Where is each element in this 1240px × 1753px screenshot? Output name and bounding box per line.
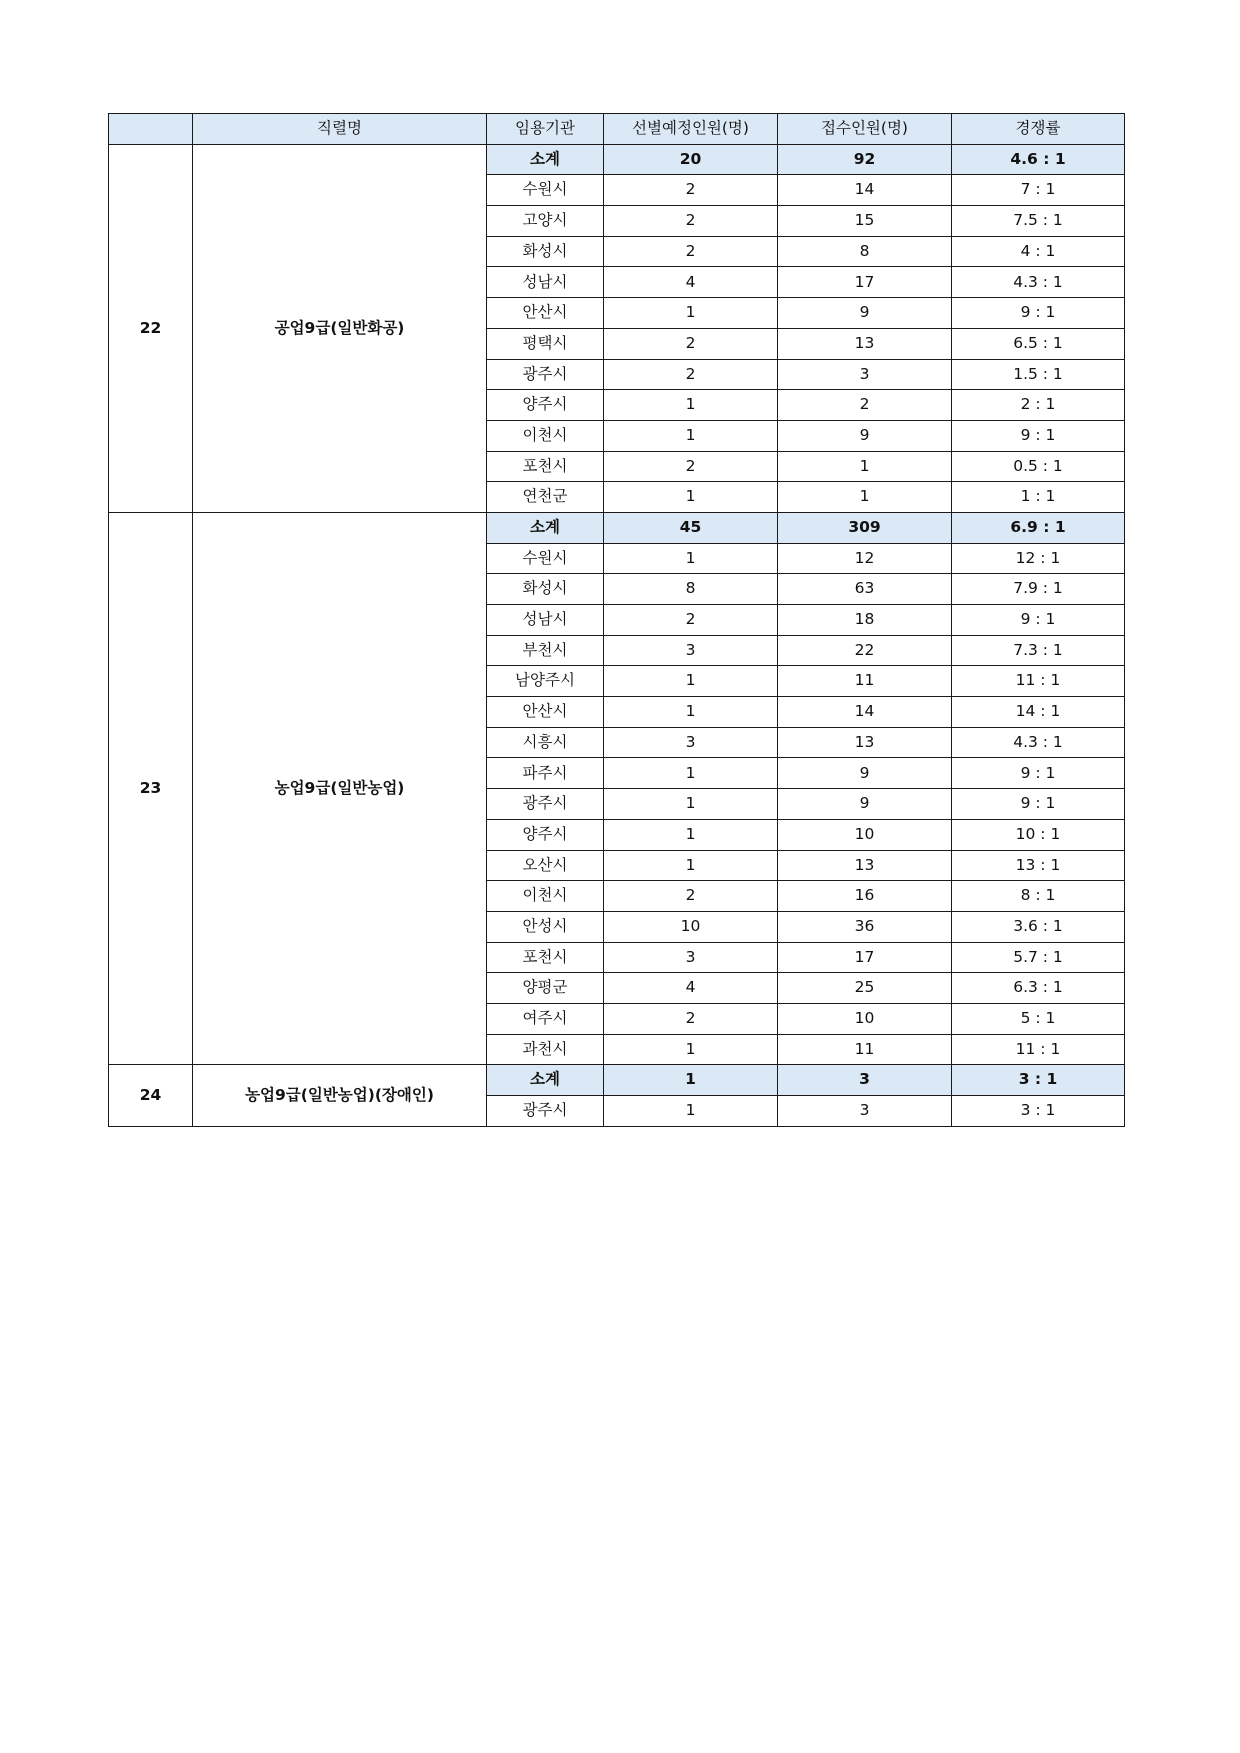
ratio-cell: 14 : 1 — [952, 697, 1125, 728]
planned-cell: 45 — [604, 512, 778, 543]
received-cell: 3 — [778, 1065, 952, 1096]
planned-cell: 20 — [604, 144, 778, 175]
group-seq: 23 — [109, 512, 193, 1064]
agency-cell: 포천시 — [487, 942, 604, 973]
ratio-cell: 3 : 1 — [952, 1096, 1125, 1127]
ratio-cell: 3.6 : 1 — [952, 911, 1125, 942]
received-cell: 8 — [778, 236, 952, 267]
ratio-cell: 4 : 1 — [952, 236, 1125, 267]
planned-cell: 2 — [604, 359, 778, 390]
ratio-cell: 11 : 1 — [952, 1034, 1125, 1065]
received-cell: 13 — [778, 727, 952, 758]
received-cell: 18 — [778, 605, 952, 636]
subtotal-row — [109, 1065, 1125, 1096]
received-cell: 17 — [778, 942, 952, 973]
received-cell: 9 — [778, 420, 952, 451]
subtotal-row — [109, 144, 1125, 175]
ratio-cell: 1.5 : 1 — [952, 359, 1125, 390]
agency-cell: 여주시 — [487, 1003, 604, 1034]
received-cell: 10 — [778, 1003, 952, 1034]
planned-cell: 1 — [604, 697, 778, 728]
ratio-cell: 9 : 1 — [952, 605, 1125, 636]
agency-cell: 이천시 — [487, 420, 604, 451]
received-cell: 11 — [778, 666, 952, 697]
ratio-cell: 4.6 : 1 — [952, 144, 1125, 175]
received-cell: 9 — [778, 298, 952, 329]
received-cell: 15 — [778, 206, 952, 237]
received-cell: 16 — [778, 881, 952, 912]
ratio-cell: 7 : 1 — [952, 175, 1125, 206]
header-job-title: 직렬명 — [193, 114, 487, 145]
agency-cell: 연천군 — [487, 482, 604, 513]
header-row — [109, 114, 1125, 145]
planned-cell: 3 — [604, 727, 778, 758]
agency-cell: 평택시 — [487, 328, 604, 359]
header-planned: 선별예정인원(명) — [604, 114, 778, 145]
received-cell: 9 — [778, 758, 952, 789]
received-cell: 10 — [778, 819, 952, 850]
agency-cell: 안산시 — [487, 298, 604, 329]
ratio-cell: 9 : 1 — [952, 420, 1125, 451]
planned-cell: 2 — [604, 175, 778, 206]
planned-cell: 8 — [604, 574, 778, 605]
ratio-cell: 8 : 1 — [952, 881, 1125, 912]
agency-cell: 수원시 — [487, 175, 604, 206]
ratio-cell: 4.3 : 1 — [952, 267, 1125, 298]
received-cell: 9 — [778, 789, 952, 820]
ratio-cell: 3 : 1 — [952, 1065, 1125, 1096]
planned-cell: 3 — [604, 635, 778, 666]
agency-cell: 안산시 — [487, 697, 604, 728]
ratio-cell: 6.5 : 1 — [952, 328, 1125, 359]
planned-cell: 1 — [604, 420, 778, 451]
group-job-title: 농업9급(일반농업)(장애인) — [193, 1065, 487, 1126]
received-cell: 1 — [778, 482, 952, 513]
planned-cell: 2 — [604, 451, 778, 482]
planned-cell: 1 — [604, 298, 778, 329]
planned-cell: 4 — [604, 267, 778, 298]
ratio-cell: 4.3 : 1 — [952, 727, 1125, 758]
planned-cell: 1 — [604, 390, 778, 421]
received-cell: 3 — [778, 1096, 952, 1127]
received-cell: 11 — [778, 1034, 952, 1065]
received-cell: 309 — [778, 512, 952, 543]
group-seq: 22 — [109, 144, 193, 512]
planned-cell: 1 — [604, 819, 778, 850]
planned-cell: 1 — [604, 482, 778, 513]
subtotal-row — [109, 512, 1125, 543]
received-cell: 17 — [778, 267, 952, 298]
ratio-cell: 9 : 1 — [952, 789, 1125, 820]
ratio-cell: 10 : 1 — [952, 819, 1125, 850]
planned-cell: 2 — [604, 881, 778, 912]
ratio-cell: 0.5 : 1 — [952, 451, 1125, 482]
received-cell: 92 — [778, 144, 952, 175]
agency-cell: 안성시 — [487, 911, 604, 942]
received-cell: 14 — [778, 697, 952, 728]
received-cell: 2 — [778, 390, 952, 421]
agency-cell: 광주시 — [487, 789, 604, 820]
planned-cell: 2 — [604, 236, 778, 267]
planned-cell: 1 — [604, 758, 778, 789]
ratio-cell: 6.9 : 1 — [952, 512, 1125, 543]
planned-cell: 1 — [604, 1034, 778, 1065]
agency-cell: 광주시 — [487, 1096, 604, 1127]
ratio-cell: 7.3 : 1 — [952, 635, 1125, 666]
header-agency: 임용기관 — [487, 114, 604, 145]
group-job-title: 농업9급(일반농업) — [193, 512, 487, 1064]
table-body — [109, 144, 1125, 1126]
planned-cell: 1 — [604, 543, 778, 574]
ratio-cell: 5 : 1 — [952, 1003, 1125, 1034]
group-job-title: 공업9급(일반화공) — [193, 144, 487, 512]
competition-rate-table — [108, 113, 1125, 1127]
planned-cell: 2 — [604, 605, 778, 636]
received-cell: 13 — [778, 328, 952, 359]
ratio-cell: 13 : 1 — [952, 850, 1125, 881]
agency-cell: 화성시 — [487, 236, 604, 267]
agency-cell: 포천시 — [487, 451, 604, 482]
planned-cell: 3 — [604, 942, 778, 973]
planned-cell: 10 — [604, 911, 778, 942]
agency-cell: 양주시 — [487, 819, 604, 850]
received-cell: 36 — [778, 911, 952, 942]
received-cell: 63 — [778, 574, 952, 605]
received-cell: 3 — [778, 359, 952, 390]
group-seq: 24 — [109, 1065, 193, 1126]
planned-cell: 1 — [604, 789, 778, 820]
received-cell: 22 — [778, 635, 952, 666]
planned-cell: 2 — [604, 1003, 778, 1034]
agency-cell: 수원시 — [487, 543, 604, 574]
ratio-cell: 12 : 1 — [952, 543, 1125, 574]
agency-cell: 화성시 — [487, 574, 604, 605]
agency-cell: 파주시 — [487, 758, 604, 789]
planned-cell: 4 — [604, 973, 778, 1004]
received-cell: 12 — [778, 543, 952, 574]
received-cell: 25 — [778, 973, 952, 1004]
planned-cell: 2 — [604, 328, 778, 359]
received-cell: 1 — [778, 451, 952, 482]
agency-cell: 양주시 — [487, 390, 604, 421]
agency-cell: 고양시 — [487, 206, 604, 237]
received-cell: 13 — [778, 850, 952, 881]
agency-cell: 성남시 — [487, 267, 604, 298]
ratio-cell: 7.9 : 1 — [952, 574, 1125, 605]
planned-cell: 1 — [604, 666, 778, 697]
ratio-cell: 7.5 : 1 — [952, 206, 1125, 237]
agency-cell: 소계 — [487, 144, 604, 175]
ratio-cell: 9 : 1 — [952, 758, 1125, 789]
header-ratio: 경쟁률 — [952, 114, 1125, 145]
agency-cell: 시흥시 — [487, 727, 604, 758]
ratio-cell: 9 : 1 — [952, 298, 1125, 329]
agency-cell: 소계 — [487, 512, 604, 543]
agency-cell: 오산시 — [487, 850, 604, 881]
ratio-cell: 2 : 1 — [952, 390, 1125, 421]
agency-cell: 광주시 — [487, 359, 604, 390]
planned-cell: 2 — [604, 206, 778, 237]
ratio-cell: 11 : 1 — [952, 666, 1125, 697]
table-header — [109, 114, 1125, 145]
ratio-cell: 1 : 1 — [952, 482, 1125, 513]
ratio-cell: 6.3 : 1 — [952, 973, 1125, 1004]
header-received: 접수인원(명) — [778, 114, 952, 145]
agency-cell: 양평군 — [487, 973, 604, 1004]
ratio-cell: 5.7 : 1 — [952, 942, 1125, 973]
planned-cell: 1 — [604, 1065, 778, 1096]
agency-cell: 부천시 — [487, 635, 604, 666]
agency-cell: 과천시 — [487, 1034, 604, 1065]
agency-cell: 성남시 — [487, 605, 604, 636]
received-cell: 14 — [778, 175, 952, 206]
agency-cell: 이천시 — [487, 881, 604, 912]
planned-cell: 1 — [604, 850, 778, 881]
header-seq — [109, 114, 193, 145]
agency-cell: 남양주시 — [487, 666, 604, 697]
agency-cell: 소계 — [487, 1065, 604, 1096]
planned-cell: 1 — [604, 1096, 778, 1127]
